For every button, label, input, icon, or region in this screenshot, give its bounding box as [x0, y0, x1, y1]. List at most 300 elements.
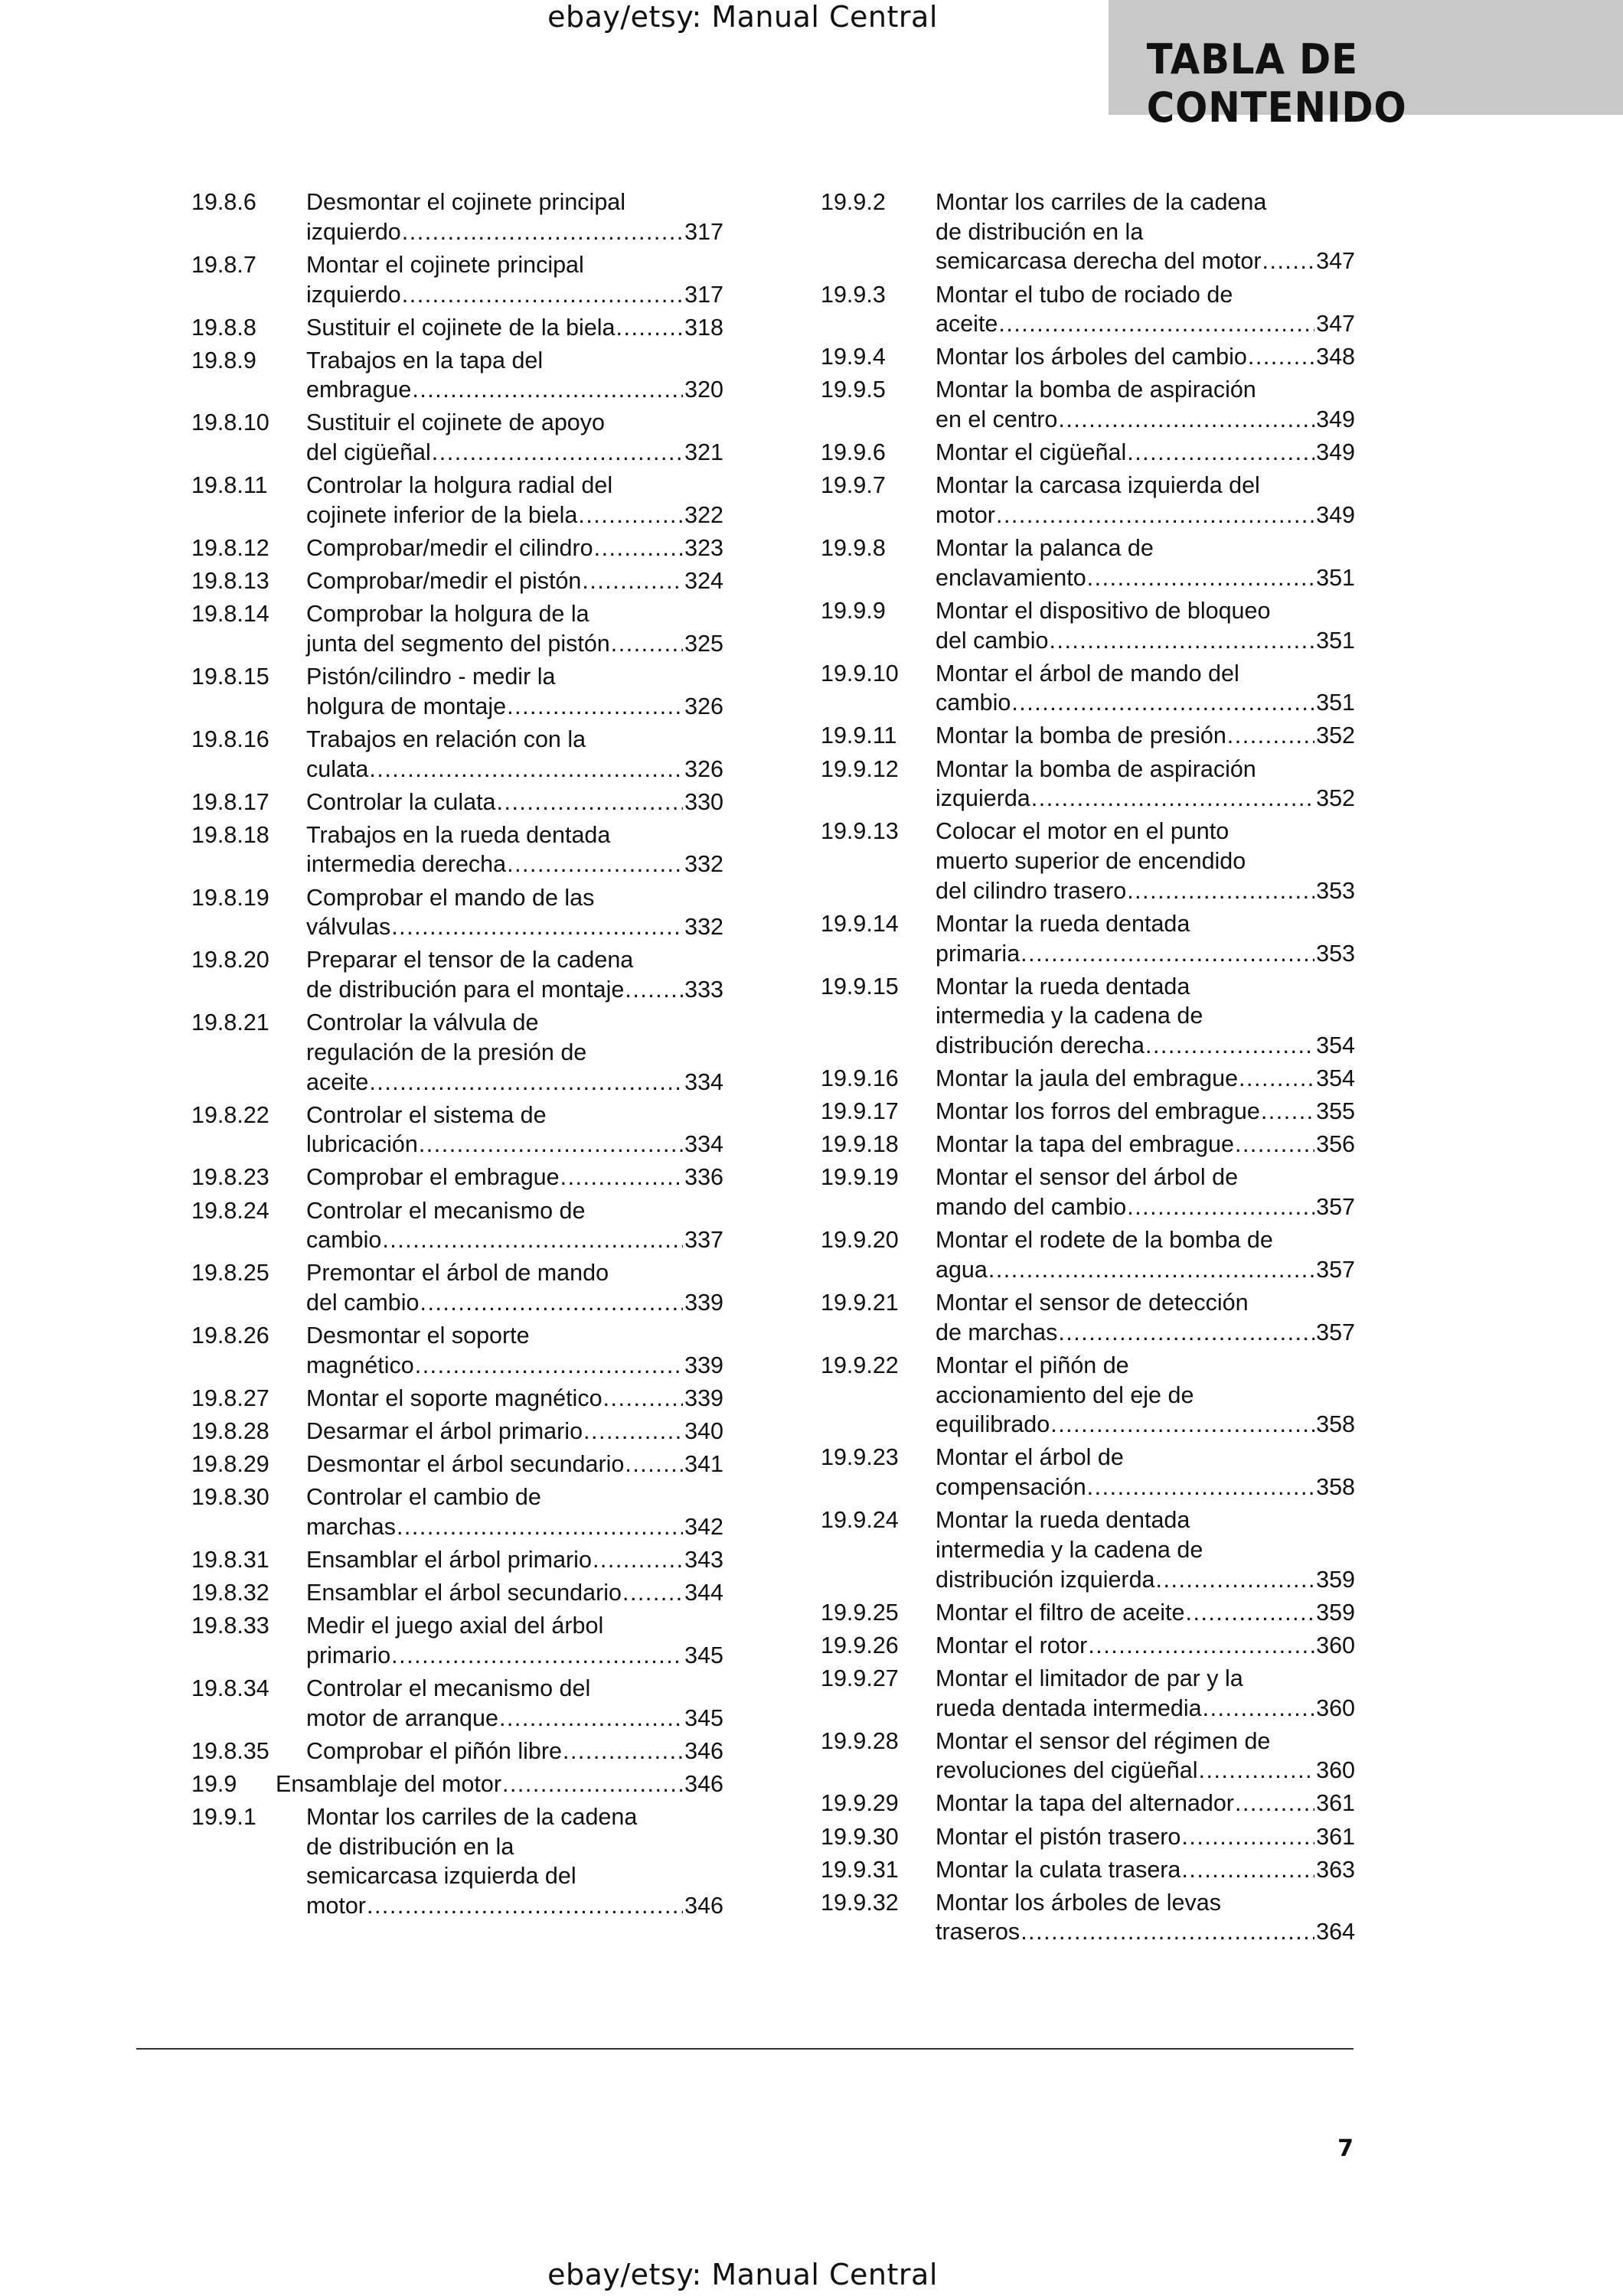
- dot-leader: [415, 1351, 683, 1381]
- toc-entry[interactable]: [191, 471, 723, 530]
- toc-entry[interactable]: [821, 1855, 1355, 1885]
- toc-column-left: [191, 188, 723, 1924]
- toc-entry-title-line: Trabajos en la tapa del: [306, 347, 544, 373]
- toc-entry-title-line: Montar el tubo de rociado de: [936, 281, 1233, 308]
- dot-leader: [1127, 876, 1314, 906]
- toc-entry-title-line: holgura de montaje: [306, 693, 507, 719]
- toc-entry-title-line: Montar los carriles de la cadena: [306, 1803, 638, 1830]
- toc-entry-title-line: Montar el rotor: [936, 1632, 1088, 1658]
- toc-entry-number: 19.9.20: [821, 1227, 899, 1254]
- toc-entry[interactable]: [191, 1482, 723, 1541]
- toc-entry-title-line: Montar el limitador de par y la: [936, 1665, 1243, 1691]
- toc-entry-page: 344: [684, 1580, 723, 1606]
- toc-entry-number: 19.8.23: [191, 1164, 269, 1191]
- toc-entry-page: 360: [1316, 1632, 1355, 1658]
- toc-entry[interactable]: [191, 1008, 723, 1097]
- toc-entry-title-line: traseros: [936, 1919, 1020, 1945]
- toc-entry[interactable]: [821, 471, 1355, 530]
- dot-leader: [578, 501, 683, 530]
- toc-entry-number: 19.8.11: [191, 472, 268, 499]
- toc-entry-page: 360: [1316, 1694, 1355, 1721]
- toc-entry-title-line: Montar el pistón trasero: [936, 1823, 1181, 1850]
- toc-entry-number: 19.9.3: [821, 281, 886, 308]
- toc-entry-title-line: Montar el sensor del régimen de: [936, 1727, 1271, 1754]
- toc-entry[interactable]: [191, 408, 723, 467]
- toc-entry-number: 19.8.17: [191, 788, 269, 815]
- dot-leader: [583, 1417, 683, 1446]
- toc-entry-title-line: primaria: [936, 940, 1020, 967]
- dot-leader: [412, 375, 683, 405]
- toc-entry-number: 19.9.22: [821, 1352, 899, 1378]
- toc-entry-number: 19.9.11: [821, 722, 897, 749]
- toc-entry-number: 19.9.12: [821, 755, 899, 782]
- toc-entry[interactable]: [821, 533, 1355, 592]
- toc-entry-title-line: equilibrado: [936, 1411, 1050, 1438]
- toc-entry-page: 339: [684, 1290, 723, 1316]
- toc-entry-title-line: cambio: [306, 1227, 382, 1254]
- toc-entry-title-line: Controlar el mecanismo del: [306, 1675, 591, 1701]
- toc-entry-page: 321: [684, 439, 723, 466]
- toc-entry-number: 19.8.25: [191, 1260, 269, 1287]
- toc-entry-page: 322: [684, 501, 723, 528]
- toc-entry-page: 318: [684, 314, 723, 341]
- toc-entry-title-line: revoluciones del cigüeñal: [936, 1757, 1198, 1784]
- toc-entry[interactable]: [821, 1822, 1355, 1852]
- toc-entry[interactable]: [821, 1727, 1355, 1786]
- toc-entry-title-line: Controlar el sistema de: [306, 1101, 547, 1128]
- toc-entry[interactable]: [821, 1664, 1355, 1723]
- toc-entry-title-line: Montar el cigüeñal: [936, 439, 1127, 466]
- toc-entry-title-line: Montar el árbol de: [936, 1444, 1124, 1471]
- toc-entry-number: 19.8.24: [191, 1197, 269, 1224]
- toc-entry-page: 345: [684, 1704, 723, 1731]
- toc-entry-page: 363: [1316, 1856, 1355, 1883]
- toc-entry[interactable]: [191, 788, 723, 817]
- toc-entry-number: 19.9.21: [821, 1290, 899, 1316]
- toc-entry[interactable]: [191, 1802, 723, 1921]
- toc-entry-title-line: Montar el cojinete principal: [306, 251, 584, 278]
- toc-entry[interactable]: [191, 313, 723, 343]
- toc-entry-number: 19.8.10: [191, 409, 269, 436]
- dot-leader: [1203, 1694, 1315, 1724]
- toc-entry-page: 355: [1316, 1098, 1355, 1125]
- toc-entry-page: 320: [684, 377, 723, 403]
- toc-entry-page: 346: [684, 1737, 723, 1764]
- dot-leader: [1031, 784, 1314, 814]
- toc-entry-number: 19.9.15: [821, 973, 899, 1000]
- toc-entry-page: 340: [684, 1418, 723, 1445]
- dot-leader: [402, 280, 683, 310]
- dot-leader: [563, 1737, 683, 1766]
- toc-entry-page: 351: [1316, 627, 1355, 654]
- toc-entry-title-line: Controlar el mecanismo de: [306, 1197, 586, 1224]
- dot-leader: [369, 755, 683, 784]
- toc-entry[interactable]: [191, 346, 723, 405]
- dot-leader: [1011, 688, 1314, 718]
- toc-entry-page: 364: [1316, 1919, 1355, 1945]
- dot-leader: [1127, 1192, 1314, 1222]
- toc-entry-number: 19.8.6: [191, 189, 256, 215]
- toc-entry-title-line: Montar el filtro de aceite: [936, 1599, 1185, 1626]
- toc-entry-title-line: mando del cambio: [936, 1194, 1127, 1221]
- toc-entry-title-line: del cilindro trasero: [936, 877, 1127, 904]
- toc-entry-title-line: Montar el árbol de mando del: [936, 660, 1239, 687]
- toc-entry-page: 342: [684, 1513, 723, 1540]
- toc-entry[interactable]: [821, 721, 1355, 751]
- dot-leader: [560, 1163, 684, 1192]
- toc-entry-title-line: Montar los forros del embrague: [936, 1098, 1260, 1125]
- toc-entry-title-line: Montar la bomba de aspiración: [936, 377, 1256, 403]
- dot-leader: [402, 217, 683, 247]
- toc-entry-title-line: Montar la tapa del alternador: [936, 1790, 1234, 1817]
- toc-entry-title-line: aceite: [306, 1068, 369, 1095]
- toc-entry[interactable]: [821, 1097, 1355, 1127]
- toc-entry[interactable]: [191, 1545, 723, 1575]
- toc-entry-title-line: junta del segmento del pistón: [306, 630, 610, 657]
- toc-entry-number: 19.8.19: [191, 884, 269, 911]
- toc-entry-number: 19.8.30: [191, 1484, 269, 1511]
- toc-entry-number: 19.8.27: [191, 1384, 269, 1411]
- toc-entry-title-line: Montar el rodete de la bomba de: [936, 1227, 1273, 1254]
- toc-entry-number: 19.9.19: [821, 1164, 899, 1191]
- toc-entry[interactable]: [821, 1130, 1355, 1159]
- dot-leader: [1020, 1917, 1314, 1947]
- toc-entry[interactable]: [821, 1064, 1355, 1094]
- toc-entry-title-line: Controlar el cambio de: [306, 1484, 541, 1511]
- dot-leader: [1239, 1064, 1314, 1094]
- dot-leader: [499, 1704, 683, 1733]
- toc-entry-page: 357: [1316, 1256, 1355, 1283]
- toc-entry-title-line: motor: [936, 501, 995, 528]
- toc-entry-number: 19.9: [191, 1770, 237, 1797]
- dot-leader: [593, 1545, 683, 1575]
- toc-entry-page: 352: [1316, 722, 1355, 749]
- toc-entry-number: 19.9.13: [821, 818, 899, 845]
- toc-entry-title-line: Montar la rueda dentada: [936, 1507, 1190, 1534]
- toc-entry[interactable]: [821, 438, 1355, 468]
- toc-entry[interactable]: [191, 1769, 723, 1799]
- dot-leader: [1248, 342, 1314, 372]
- toc-entry[interactable]: [191, 1578, 723, 1608]
- toc-entry[interactable]: [821, 342, 1355, 372]
- dot-leader: [611, 629, 683, 659]
- toc-entry-number: 19.8.15: [191, 664, 269, 690]
- toc-entry-page: 339: [684, 1384, 723, 1411]
- toc-entry[interactable]: [191, 188, 723, 246]
- toc-entry[interactable]: [191, 1384, 723, 1414]
- toc-entry-title-line: izquierdo: [306, 218, 401, 245]
- toc-entry-title-line: aceite: [936, 311, 998, 338]
- dot-leader: [1127, 438, 1314, 468]
- toc-entry[interactable]: [821, 659, 1355, 718]
- dot-leader: [1087, 1473, 1314, 1502]
- toc-entry-title-line: Montar la rueda dentada: [936, 973, 1190, 1000]
- toc-entry-number: 19.9.24: [821, 1507, 899, 1534]
- toc-entry-number: 19.8.18: [191, 821, 269, 848]
- toc-entry-number: 19.8.32: [191, 1580, 269, 1606]
- toc-entry[interactable]: [821, 1789, 1355, 1818]
- dot-leader: [616, 313, 684, 343]
- toc-entry-title-line: de distribución en la: [306, 1833, 514, 1860]
- toc-entry[interactable]: [191, 1101, 723, 1159]
- dot-leader: [622, 1578, 683, 1608]
- dot-leader: [432, 438, 683, 468]
- dot-leader: [1087, 563, 1314, 593]
- toc-entry-title-line: lubricación: [306, 1131, 418, 1158]
- toc-entry-page: 349: [1316, 439, 1355, 466]
- toc-entry[interactable]: [821, 1225, 1355, 1284]
- toc-entry-title-line: de marchas: [936, 1319, 1058, 1345]
- dot-leader: [391, 1641, 683, 1671]
- toc-entry-page: 361: [1316, 1823, 1355, 1850]
- toc-entry-title-line: Montar la palanca de: [936, 535, 1154, 562]
- toc-entry-number: 19.9.32: [821, 1889, 899, 1916]
- dot-leader: [1262, 246, 1315, 276]
- toc-entry-number: 19.8.20: [191, 947, 269, 974]
- toc-entry[interactable]: [191, 1163, 723, 1192]
- dot-leader: [507, 850, 683, 879]
- toc-entry-title-line: compensación: [936, 1474, 1086, 1501]
- toc-entry-number: 19.9.9: [821, 597, 886, 624]
- toc-entry[interactable]: [821, 909, 1355, 968]
- toc-entry-page: 354: [1316, 1065, 1355, 1092]
- toc-entry-title-line: Ensamblar el árbol primario: [306, 1547, 592, 1573]
- toc-entry-number: 19.9.7: [821, 472, 886, 499]
- toc-entry[interactable]: [191, 1258, 723, 1317]
- toc-entry-page: 346: [684, 1770, 723, 1797]
- dot-leader: [1227, 721, 1314, 751]
- toc-entry-page: 346: [684, 1893, 723, 1919]
- toc-entry-title-line: Controlar la culata: [306, 788, 496, 815]
- toc-entry-title-line: del cigüeñal: [306, 439, 431, 466]
- toc-entry-page: 345: [684, 1642, 723, 1668]
- toc-entry[interactable]: [191, 250, 723, 309]
- watermark-bottom: ebay/etsy: Manual Central: [547, 2258, 938, 2291]
- toc-entry-title-line: intermedia y la cadena de: [936, 1536, 1203, 1563]
- toc-entry-page: 337: [684, 1227, 723, 1254]
- toc-entry[interactable]: [821, 188, 1355, 276]
- toc-entry-title-line: Comprobar la holgura de la: [306, 601, 589, 628]
- toc-entry-page: 358: [1316, 1411, 1355, 1438]
- dot-leader: [988, 1255, 1314, 1285]
- toc-column-right: [821, 188, 1355, 1950]
- toc-entry[interactable]: [191, 883, 723, 942]
- toc-entry[interactable]: [191, 566, 723, 596]
- dot-leader: [582, 566, 683, 596]
- toc-entry-page: 361: [1316, 1790, 1355, 1817]
- toc-entry-title-line: Montar el sensor del árbol de: [936, 1164, 1239, 1191]
- toc-entry-number: 19.9.18: [821, 1131, 899, 1158]
- toc-entry-page: 349: [1316, 501, 1355, 528]
- dot-leader: [1181, 1855, 1314, 1885]
- toc-entry-page: 358: [1316, 1474, 1355, 1501]
- toc-entry-title-line: embrague: [306, 377, 412, 403]
- toc-entry-title-line: enclavamiento: [936, 564, 1086, 591]
- toc-entry-number: 19.9.4: [821, 344, 886, 370]
- toc-entry-number: 19.8.29: [191, 1451, 269, 1478]
- dot-leader: [996, 501, 1314, 530]
- toc-entry-page: 334: [684, 1068, 723, 1095]
- toc-entry-title-line: intermedia derecha: [306, 851, 507, 878]
- toc-entry-title-line: izquierda: [936, 785, 1030, 812]
- toc-entry[interactable]: [191, 533, 723, 563]
- toc-entry[interactable]: [821, 1288, 1355, 1347]
- toc-entry-number: 19.9.31: [821, 1856, 899, 1883]
- toc-entry[interactable]: [821, 755, 1355, 814]
- toc-entry[interactable]: [821, 1505, 1355, 1594]
- dot-leader: [603, 1384, 684, 1414]
- page-number: 7: [1337, 2135, 1354, 2162]
- toc-entry-title-line: distribución derecha: [936, 1032, 1145, 1059]
- toc-entry-title-line: cojinete inferior de la biela: [306, 501, 578, 528]
- toc-entry[interactable]: [821, 1598, 1355, 1628]
- toc-entry-number: 19.9.2: [821, 189, 886, 215]
- toc-entry-title-line: semicarcasa derecha del motor: [936, 248, 1262, 275]
- toc-entry-title-line: de distribución en la: [936, 218, 1144, 245]
- toc-entry-title-line: válvulas: [306, 914, 391, 941]
- toc-entry-title-line: magnético: [306, 1352, 414, 1378]
- toc-entry-title-line: Montar el dispositivo de bloqueo: [936, 597, 1271, 624]
- toc-entry-title-line: Montar la jaula del embrague: [936, 1065, 1239, 1092]
- section-title: TABLA DE CONTENIDO: [1146, 35, 1407, 132]
- toc-entry-title-line: muerto superior de encendido: [936, 848, 1246, 875]
- toc-entry-title-line: Montar la bomba de presión: [936, 722, 1226, 749]
- toc-entry[interactable]: [821, 1351, 1355, 1440]
- toc-entry-page: 351: [1316, 564, 1355, 591]
- toc-entry[interactable]: [821, 1163, 1355, 1221]
- toc-entry[interactable]: [191, 1417, 723, 1446]
- toc-entry-number: 19.8.14: [191, 601, 269, 628]
- toc-entry[interactable]: [821, 817, 1355, 905]
- toc-entry-title-line: primario: [306, 1642, 391, 1668]
- toc-entry-title-line: Pistón/cilindro - medir la: [306, 664, 556, 690]
- toc-entry[interactable]: [821, 1888, 1355, 1947]
- toc-entry[interactable]: [191, 599, 723, 658]
- dot-leader: [1145, 1031, 1314, 1061]
- toc-entry-page: 334: [684, 1131, 723, 1158]
- toc-entry-number: 19.9.27: [821, 1665, 899, 1691]
- toc-entry-number: 19.8.35: [191, 1737, 269, 1764]
- toc-entry-number: 19.9.10: [821, 660, 899, 687]
- toc-entry[interactable]: [191, 725, 723, 784]
- toc-entry-title-line: Montar la carcasa izquierda del: [936, 472, 1260, 499]
- toc-entry-page: 326: [684, 755, 723, 782]
- toc-entry-number: 19.8.26: [191, 1322, 269, 1349]
- toc-entry-page: 357: [1316, 1194, 1355, 1221]
- toc-entry-title-line: semicarcasa izquierda del: [306, 1863, 576, 1890]
- toc-entry-title-line: Comprobar/medir el cilindro: [306, 535, 593, 562]
- toc-entry-page: 326: [684, 693, 723, 719]
- toc-entry[interactable]: [191, 1737, 723, 1766]
- watermark-top: ebay/etsy: Manual Central: [547, 0, 938, 34]
- toc-entry-page: 352: [1316, 785, 1355, 812]
- toc-entry-title-line: rueda dentada intermedia: [936, 1694, 1202, 1721]
- dot-leader: [998, 309, 1314, 339]
- toc-entry-title-line: motor: [306, 1893, 366, 1919]
- toc-entry-title-line: Comprobar el embrague: [306, 1164, 560, 1191]
- toc-entry-number: 19.9.8: [821, 535, 886, 562]
- toc-entry[interactable]: [191, 662, 723, 721]
- toc-entry-title-line: Trabajos en relación con la: [306, 726, 586, 752]
- toc-entry[interactable]: [821, 972, 1355, 1061]
- toc-entry-title-line: Desarmar el árbol primario: [306, 1418, 583, 1445]
- dot-leader: [397, 1512, 683, 1542]
- toc-entry[interactable]: [821, 280, 1355, 339]
- toc-entry-title-line: agua: [936, 1256, 988, 1283]
- toc-entry-page: 317: [684, 218, 723, 245]
- toc-entry-page: 325: [684, 630, 723, 657]
- toc-entry[interactable]: [191, 1450, 723, 1479]
- toc-entry[interactable]: [821, 596, 1355, 655]
- toc-entry-page: 341: [684, 1451, 723, 1478]
- toc-entry-number: 19.9.28: [821, 1727, 899, 1754]
- toc-entry-title-line: del cambio: [936, 627, 1049, 654]
- toc-entry-title-line: Montar la culata trasera: [936, 1856, 1181, 1883]
- dot-leader: [1020, 939, 1314, 969]
- toc-entry[interactable]: [191, 1196, 723, 1255]
- toc-entry-title-line: Sustituir el cojinete de la biela: [306, 314, 616, 341]
- toc-entry-title-line: Preparar el tensor de la cadena: [306, 947, 634, 974]
- toc-entry[interactable]: [191, 1674, 723, 1733]
- toc-entry[interactable]: [821, 1443, 1355, 1502]
- toc-entry-title-line: Desmontar el cojinete principal: [306, 189, 626, 215]
- toc-entry-title-line: Ensamblar el árbol secundario: [306, 1580, 622, 1606]
- toc-entry[interactable]: [191, 820, 723, 879]
- toc-entry-page: 360: [1316, 1757, 1355, 1784]
- toc-entry-number: 19.8.22: [191, 1101, 269, 1128]
- toc-entry-title-line: cambio: [936, 690, 1011, 716]
- toc-entry[interactable]: [821, 1631, 1355, 1661]
- dot-leader: [1199, 1756, 1315, 1786]
- toc-entry-title-line: Montar el soporte magnético: [306, 1384, 603, 1411]
- toc-entry-number: 19.8.13: [191, 568, 269, 595]
- toc-entry-number: 19.9.1: [191, 1803, 256, 1830]
- toc-entry-title-line: Comprobar el piñón libre: [306, 1737, 562, 1764]
- dot-leader: [502, 1769, 683, 1799]
- dot-leader: [1058, 1318, 1314, 1348]
- toc-entry-title-line: accionamiento del eje de: [936, 1381, 1194, 1408]
- toc-entry-page: 339: [684, 1352, 723, 1378]
- toc-entry-page: 349: [1316, 406, 1355, 433]
- toc-entry-page: 353: [1316, 940, 1355, 967]
- toc-entry[interactable]: [191, 1321, 723, 1380]
- toc-entry-page: 359: [1316, 1599, 1355, 1626]
- dot-leader: [1088, 1631, 1314, 1661]
- toc-entry-title-line: Comprobar/medir el pistón: [306, 568, 582, 595]
- toc-entry-page: 333: [684, 977, 723, 1003]
- dot-leader: [1235, 1789, 1314, 1818]
- toc-entry-page: 347: [1316, 311, 1355, 338]
- toc-entry-number: 19.8.9: [191, 347, 256, 373]
- dot-leader: [420, 1288, 684, 1318]
- toc-entry-page: 323: [684, 535, 723, 562]
- toc-entry-title-line: Montar el sensor de detección: [936, 1290, 1249, 1316]
- toc-entry-title-line: Montar los carriles de la cadena: [936, 189, 1267, 215]
- toc-entry-title-line: distribución izquierda: [936, 1566, 1155, 1593]
- toc-entry[interactable]: [191, 1611, 723, 1670]
- toc-entry-page: 332: [684, 914, 723, 941]
- toc-entry-title-line: Controlar la válvula de: [306, 1009, 539, 1036]
- toc-entry-number: 19.9.30: [821, 1823, 899, 1850]
- toc-entry-title-line: motor de arranque: [306, 1704, 498, 1731]
- toc-entry-title-line: Montar los árboles del cambio: [936, 344, 1247, 370]
- toc-entry[interactable]: [821, 375, 1355, 434]
- dot-leader: [369, 1068, 683, 1097]
- toc-entry-number: 19.8.28: [191, 1418, 269, 1445]
- toc-entry[interactable]: [191, 945, 723, 1004]
- toc-entry-number: 19.8.8: [191, 314, 256, 341]
- dot-leader: [1050, 626, 1315, 656]
